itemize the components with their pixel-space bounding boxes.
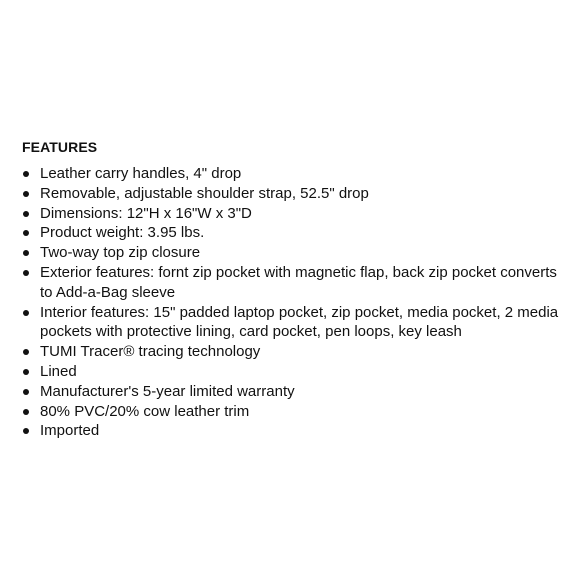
bullet-icon	[23, 349, 29, 355]
list-item	[22, 382, 572, 402]
list-item	[22, 184, 572, 204]
bullet-icon	[23, 310, 29, 316]
bullet-icon	[23, 270, 29, 276]
list-item-text: Product weight: 3.95 lbs.	[40, 224, 205, 242]
list-item	[22, 243, 572, 263]
list-item	[22, 421, 572, 441]
list-item	[22, 263, 572, 303]
bullet-icon	[23, 171, 29, 177]
list-item-text: Interior features: 15" padded laptop pocket, zip pocket, media pocket, 2 media pockets with protective lining, card pocket, pen loops, key leash	[40, 303, 559, 341]
bullet-icon	[23, 409, 29, 415]
list-item	[22, 164, 572, 184]
list-item-text: Exterior features: fornt zip pocket with magnetic flap, back zip pocket converts to Add-a-Bag sleeve	[40, 263, 557, 301]
features-list	[22, 164, 572, 441]
list-item	[22, 204, 572, 224]
list-item	[22, 303, 572, 343]
list-item-text: Removable, adjustable shoulder strap, 52.5" drop	[40, 184, 369, 202]
bullet-icon	[23, 250, 29, 256]
list-item	[22, 223, 572, 243]
list-item-text: Manufacturer's 5-year limited warranty	[40, 382, 295, 400]
bullet-icon	[23, 230, 29, 236]
list-item-text: Two-way top zip closure	[40, 244, 201, 262]
list-item-text: 80% PVC/20% cow leather trim	[40, 402, 250, 420]
list-item-text: Leather carry handles, 4" drop	[40, 165, 242, 182]
features-heading: FEATURES	[22, 139, 98, 155]
list-item-text: TUMI Tracer® tracing technology	[40, 343, 261, 361]
list-item	[22, 362, 572, 382]
list-item-text: Imported	[40, 422, 100, 440]
bullet-icon	[23, 389, 29, 395]
bullet-icon	[23, 211, 29, 217]
features-panel	[22, 139, 572, 450]
list-item	[22, 342, 572, 362]
list-item-text: Lined	[40, 362, 77, 380]
bullet-icon	[23, 191, 29, 197]
list-item	[22, 402, 572, 422]
list-item-text: Dimensions: 12"H x 16"W x 3"D	[40, 204, 252, 222]
bullet-icon	[23, 369, 29, 375]
bullet-icon	[23, 428, 29, 434]
